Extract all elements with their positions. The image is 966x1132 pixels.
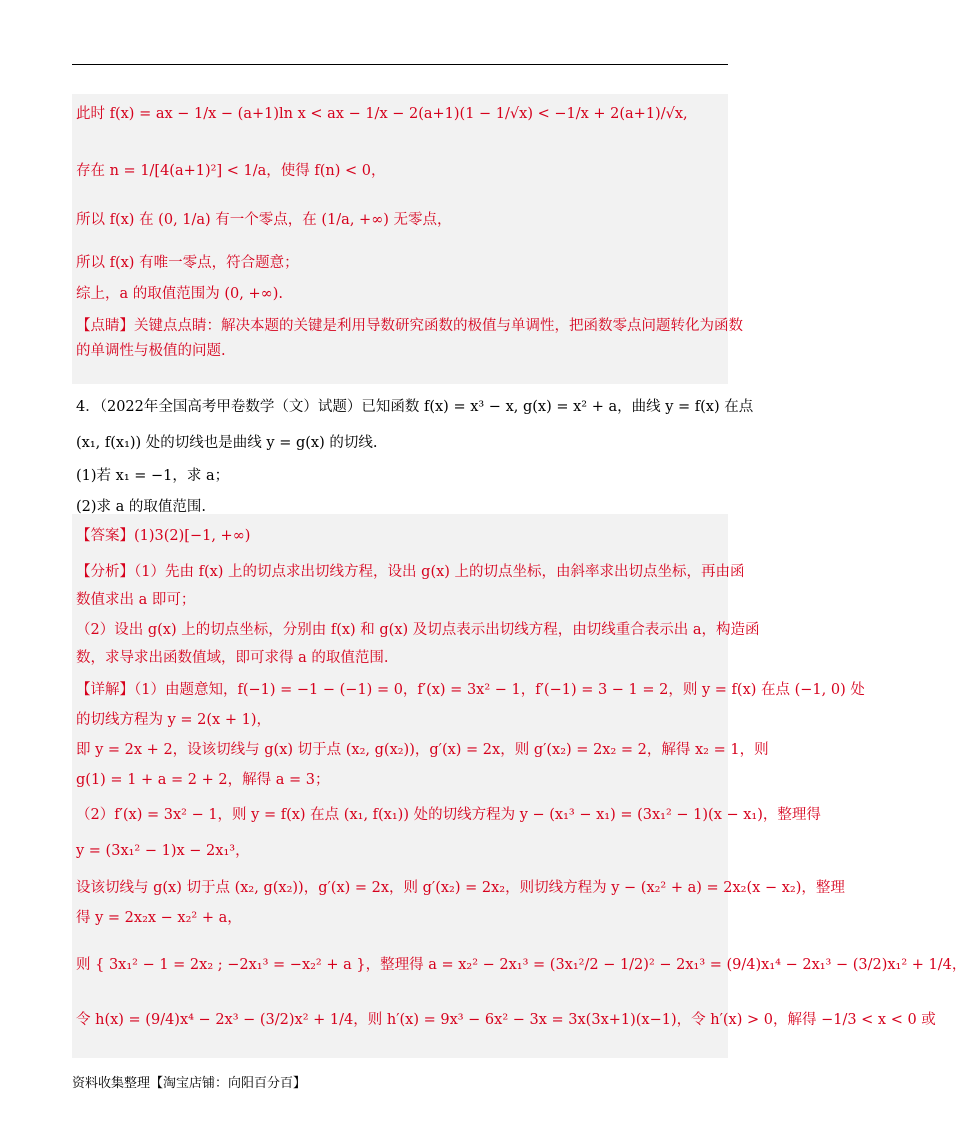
detail-line-6: y = (3x₁² − 1)x − 2x₁³， bbox=[76, 843, 250, 859]
section3-line-4: 所以 f(x) 有唯一零点，符合题意； bbox=[76, 255, 299, 271]
section3-line-1: 此时 f(x) = ax − 1/x − (a+1)ln x < ax − 1/x − 2(a+1)(1 − 1/√x) < −1/x + 2(a+1)/√x, bbox=[76, 106, 688, 122]
analysis-line-3: （2）设出 g(x) 上的切点坐标，分别由 f(x) 和 g(x) 及切点表示出切线方程，由切线重合表示出 a，构造函 bbox=[76, 622, 760, 638]
keypoint-line-2: 的单调性与极值的问题. bbox=[76, 343, 226, 359]
problem4-part2: (2)求 a 的取值范围. bbox=[76, 499, 207, 515]
footer-credit: 资料收集整理【淘宝店铺：向阳百分百】 bbox=[72, 1076, 307, 1091]
detail-line-7: 设该切线与 g(x) 切于点 (x₂, g(x₂))，g′(x) = 2x，则 g′(x₂) = 2x₂，则切线方程为 y − (x₂² + a) = 2x₂(x − x₂)，整理 bbox=[76, 880, 845, 896]
header-rule bbox=[72, 64, 728, 65]
problem4-line-2: (x₁, f(x₁)) 处的切线也是曲线 y = g(x) 的切线. bbox=[76, 435, 378, 451]
detail-line-1: 【详解】（1）由题意知，f(−1) = −1 − (−1) = 0，f′(x) = 3x² − 1，f′(−1) = 3 − 1 = 2，则 y = f(x) 在点 (−1, 0) 处 bbox=[76, 682, 865, 698]
detail-line-9: 则 { 3x₁² − 1 = 2x₂ ; −2x₁³ = −x₂² + a }，整理得 a = x₂² − 2x₁³ = (3x₁²/2 − 1/2)² − 2x₁³ = (9/4)x₁⁴ − 2x₁³ − (3/2)x₁² + 1/4， bbox=[76, 957, 966, 973]
detail-line-4: g(1) = 1 + a = 2 + 2，解得 a = 3； bbox=[76, 772, 330, 788]
answer-line: 【答案】(1)3(2)[−1, +∞) bbox=[76, 528, 251, 544]
detail-line-10: 令 h(x) = (9/4)x⁴ − 2x³ − (3/2)x² + 1/4，则 h′(x) = 9x³ − 6x² − 3x = 3x(3x+1)(x−1)，令 h′(x) > 0，解得 −1/3 < x < 0 或 bbox=[76, 1012, 936, 1028]
keypoint-line-1: 【点睛】关键点点睛：解决本题的关键是利用导数研究函数的极值与单调性，把函数零点问题转化为函数 bbox=[76, 318, 743, 334]
detail-line-5: （2）f′(x) = 3x² − 1，则 y = f(x) 在点 (x₁, f(x₁)) 处的切线方程为 y − (x₁³ − x₁) = (3x₁² − 1)(x − x₁)，整理得 bbox=[76, 807, 821, 823]
detail-line-2: 的切线方程为 y = 2(x + 1)， bbox=[76, 712, 271, 728]
detail-line-3: 即 y = 2x + 2，设该切线与 g(x) 切于点 (x₂, g(x₂))，g′(x) = 2x，则 g′(x₂) = 2x₂ = 2，解得 x₂ = 1，则 bbox=[76, 742, 769, 758]
analysis-line-2: 数值求出 a 即可； bbox=[76, 592, 196, 608]
detail-line-8: 得 y = 2x₂x − x₂² + a， bbox=[76, 910, 242, 926]
section3-line-3: 所以 f(x) 在 (0, 1/a) 有一个零点，在 (1/a, +∞) 无零点， bbox=[76, 212, 452, 228]
problem4-part1: (1)若 x₁ = −1，求 a； bbox=[76, 468, 230, 484]
analysis-line-4: 数，求导求出函数值域，即可求得 a 的取值范围. bbox=[76, 650, 389, 666]
section3-line-2: 存在 n = 1/[4(a+1)²] < 1/a，使得 f(n) < 0， bbox=[76, 163, 386, 179]
analysis-line-1: 【分析】（1）先由 f(x) 上的切点求出切线方程，设出 g(x) 上的切点坐标，由斜率求出切点坐标，再由函 bbox=[76, 564, 745, 580]
section3-line-5: 综上，a 的取值范围为 (0, +∞). bbox=[76, 286, 283, 302]
problem4-line-1: 4．（2022年全国高考甲卷数学（文）试题）已知函数 f(x) = x³ − x, g(x) = x² + a，曲线 y = f(x) 在点 bbox=[76, 399, 754, 415]
